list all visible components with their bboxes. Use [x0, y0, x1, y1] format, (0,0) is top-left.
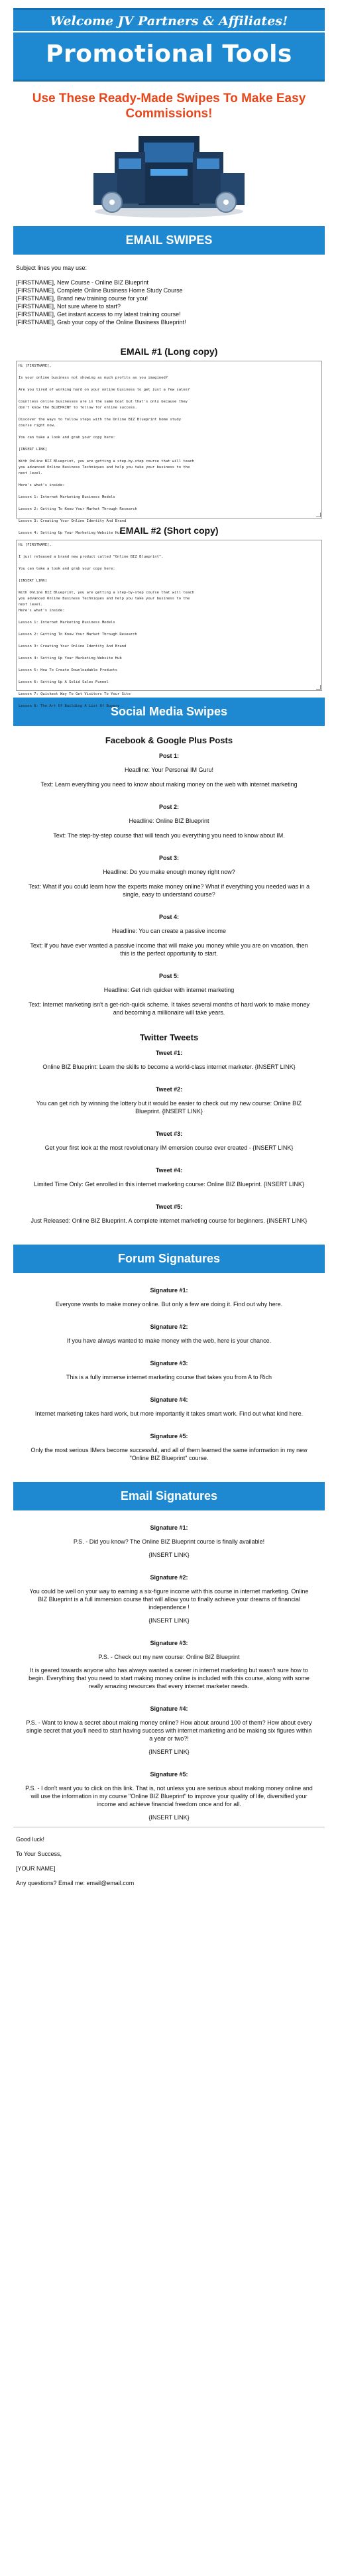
post-text: Text: The step-by-step course that will teach you everything you need to know about IM. — [53, 832, 285, 839]
facebook-post — [25, 752, 313, 788]
email-copy-line: [INSERT LINK] — [19, 448, 48, 452]
sign-off: To Your Success, — [16, 1851, 62, 1857]
email-copy-line: With Online BIZ Blueprint, you are getting a step-by-step course that will teach — [19, 591, 194, 595]
email-copy-line — [19, 411, 319, 417]
email-copy-line — [19, 686, 319, 692]
email-signature — [25, 1524, 313, 1559]
email-copy-line: Lesson 2: Getting To Know Your Market Through Research — [19, 633, 137, 637]
email-copy-line — [19, 441, 319, 447]
forum-signature — [25, 1396, 313, 1418]
email-copy-line: Hi [FIRSTNAME], — [19, 364, 52, 368]
email-1-heading: EMAIL #1 (Long copy) — [120, 346, 218, 357]
facebook-post — [25, 913, 313, 957]
email-copy-line: you advanced Online Business Techniques and help you take your business to the — [19, 465, 190, 469]
social-heading: Social Media Swipes — [13, 698, 325, 726]
facebook-post — [25, 972, 313, 1016]
signature-title: Signature #3: — [150, 1640, 188, 1646]
email-copy-line: course right now. — [19, 424, 56, 428]
email-copy-line: Are you tired of working hard on your online business to get just a few sales? — [19, 388, 190, 392]
email-copy-line — [19, 524, 319, 530]
tweet-title: Tweet #4: — [155, 1167, 183, 1174]
twitter-heading: Twitter Tweets — [139, 1032, 199, 1042]
post-text: Text: Internet marketing isn't a get-rich-quick scheme. It takes several months of hard work to make money and becoming a millionaire will take years. — [28, 1001, 310, 1016]
contact-email[interactable]: Any questions? Email me: email@email.com — [16, 1880, 135, 1886]
email-copy-line — [19, 614, 319, 620]
tweet-title: Tweet #3: — [155, 1131, 183, 1137]
email-copy-line — [19, 584, 319, 590]
post-headline: Headline: You can create a passive income — [111, 928, 227, 934]
email-copy-line: Lesson 7: Quickest Way To Get Visitors To Your Site — [19, 692, 131, 696]
signature-link[interactable]: {INSERT LINK} — [148, 1748, 190, 1755]
signature-text: If you have always wanted to make money with the web, here is your chance. — [66, 1337, 272, 1344]
tweet — [25, 1166, 313, 1188]
signature-text: P.S. - I don't want you to click on this link. That is, not unless you are serious about making money online and will use the information in my course "Online BIZ Blueprint" to improve your quality of life, diversified your income and achieve financial freedom once and for all. — [25, 1785, 313, 1808]
header-banner — [13, 8, 325, 82]
resize-grip-icon[interactable] — [316, 513, 321, 517]
email-signature — [25, 1639, 313, 1690]
post-headline: Headline: Online BIZ Blueprint — [129, 818, 209, 824]
email-copy-line — [19, 638, 319, 644]
email-copy-line: Discover the ways to follow steps with the Online BIZ Blueprint home study — [19, 418, 182, 422]
email-copy-line: [INSERT LINK] — [19, 579, 48, 583]
post-title: Post 5: — [158, 973, 179, 979]
email-copy-line: Lesson 6: Setting Up A Solid Sales Funnel — [19, 680, 109, 684]
email-copy-line — [19, 650, 319, 656]
signature-title: Signature #3: — [150, 1360, 188, 1367]
email-copy-line: Is your online business not showing as much profits as you imagined? — [19, 376, 168, 380]
email-copy-line: With Online BIZ Blueprint, you are getting a step-by-step course that will teach — [19, 460, 194, 463]
page — [13, 0, 325, 1887]
email-2-heading: EMAIL #2 (Short copy) — [119, 525, 219, 536]
signature-text: This is a fully immerse internet marketing course that takes you from A to Rich — [66, 1374, 272, 1380]
tweet — [25, 1203, 313, 1225]
email-copy-line: You can take a look and grab your copy here: — [19, 436, 115, 440]
post-title: Post 2: — [158, 804, 179, 810]
forum-signature — [25, 1359, 313, 1381]
post-text: Text: If you have ever wanted a passive income that will make you money while you are on vacation, then this is the perfect opportunity to start. — [30, 942, 308, 957]
signature-text: Only the most serious IMers become successful, and all of them learned the same information in my new "Online BIZ Blueprint" course. — [30, 1447, 308, 1461]
email-copy-line: Lesson 2: Getting To Know Your Market Through Research — [19, 507, 137, 511]
forum-signature — [25, 1323, 313, 1345]
signature-title: Signature #4: — [150, 1705, 188, 1712]
signature-title: Signature #5: — [150, 1771, 188, 1778]
email-copy-line — [19, 429, 319, 435]
tweet-title: Tweet #2: — [155, 1086, 183, 1093]
subject-intro: Subject lines you may use: — [16, 265, 87, 271]
intro-heading: Use These Ready-Made Swipes To Make Easy Commissions! — [32, 92, 306, 121]
email-copy-line: Lesson 5: How To Create Downloadable Products — [19, 668, 118, 672]
post-headline: Headline: Do you make enough money right now? — [103, 869, 235, 875]
good-luck: Good luck! — [16, 1836, 45, 1843]
facebook-post — [25, 854, 313, 898]
email-copy-line: Lesson 3: Creating Your Online Identity And Brand — [19, 519, 127, 523]
signature-link[interactable]: {INSERT LINK} — [148, 1552, 190, 1558]
signature-title: Signature #1: — [150, 1524, 188, 1531]
post-title: Post 3: — [158, 855, 179, 861]
facebook-heading: Facebook & Google Plus Posts — [105, 735, 233, 745]
email-copy-line: don't know the BLUEPRINT to follow for online success. — [19, 406, 137, 410]
resize-grip-icon[interactable] — [316, 685, 321, 690]
tweet-text: Get your first look at the most revolutionary IM emersion course ever created - {INSERT LINK} — [44, 1144, 294, 1151]
email-copy-line: Here's what's inside: — [19, 609, 65, 613]
signature-text: Everyone wants to make money online. But only a few are doing it. Find out why here. — [55, 1301, 283, 1308]
tweet-text: You can get rich by winning the lottery but it would be easier to check out my new course: Online BIZ Blueprint. {INSERT LINK} — [36, 1100, 302, 1115]
welcome-text: Welcome JV Partners & Affiliates! — [13, 10, 325, 32]
email-copy-line: Lesson 3: Creating Your Online Identity And Brand — [19, 644, 127, 648]
forum-signature — [25, 1432, 313, 1462]
tweet — [25, 1085, 313, 1115]
signature-title: Signature #4: — [150, 1396, 188, 1403]
email-copy-line — [19, 489, 319, 495]
email-copy-line: Hi [FIRSTNAME], — [19, 543, 52, 547]
email-copy-line: Lesson 8: The Art Of Building A List Of Buyers — [19, 704, 120, 708]
signature-text: Internet marketing takes hard work, but more importantly it takes smart work. Find out what kind here. — [34, 1410, 304, 1417]
facebook-post — [25, 803, 313, 839]
subject-line: [FIRSTNAME], Get instant access to my latest training course! — [16, 311, 181, 318]
email-copy-line — [19, 369, 319, 375]
email-signature — [25, 1573, 313, 1625]
email-copy-line: Lesson 4: Setting Up Your Marketing Website Hub — [19, 531, 122, 535]
email-copy-line — [19, 477, 319, 483]
signature-title: Signature #2: — [150, 1323, 188, 1330]
email-copy-line: Countless online businesses are in the same boat but that's only because they — [19, 400, 188, 404]
tweet-text: Online BIZ Blueprint: Learn the skills to become a world-class internet marketer. {INSERT LINK} — [42, 1064, 296, 1070]
signature-title: Signature #5: — [150, 1433, 188, 1440]
email-2-textarea[interactable] — [16, 540, 322, 708]
email-copy-line: next level. — [19, 603, 43, 607]
post-text: Text: Learn everything you need to know about making money on the web with internet marketing — [40, 781, 298, 788]
email-copy-line — [19, 674, 319, 680]
email-copy-line — [19, 548, 319, 554]
email-copy-line — [19, 453, 319, 459]
email-copy-line: you advanced Online Business Techniques and help you take your business to the — [19, 597, 190, 601]
email-copy-line: Here's what's inside: — [19, 483, 65, 487]
email-copy-line — [19, 393, 319, 399]
subject-line: [FIRSTNAME], Grab your copy of the Online Business Blueprint! — [16, 319, 186, 326]
subject-line: [FIRSTNAME], New Course - Online BIZ Blueprint — [16, 279, 149, 286]
signature-text: You could be well on your way to earning a six-figure income with this course in internet marketing. Online BIZ Blueprint is a full immersion course that will allow you to finally achieve your dreams of financial independence ! — [29, 1588, 309, 1611]
signature-text-extra: It is geared towards anyone who has always wanted a career in internet marketing but wasn't sure how to begin. Everything that you need to start making money online is included with this course, along with some really amazing resources that every internet marketer needs. — [28, 1667, 310, 1689]
tweet-text: Just Released: Online BIZ Blueprint. A complete internet marketing course for beginners. {INSERT LINK} — [30, 1217, 308, 1224]
email-copy-line — [19, 572, 319, 578]
post-text: Text: What if you could learn how the experts make money online? What if everything you needed was in a single, easy to understand course? — [28, 883, 310, 898]
product-bundle-image — [89, 127, 249, 219]
email-signature — [25, 1705, 313, 1756]
email-copy-line — [19, 662, 319, 668]
signature-text: P.S. - Want to know a secret about making money online? How about around 100 of them? How about every single secret that you'll need to start having success with internet marketing and be making six figures within a year or two?! — [26, 1719, 312, 1742]
signature-text: P.S. - Did you know? The Online BIZ Blueprint course is finally available! — [73, 1538, 265, 1545]
email-copy-line — [19, 381, 319, 387]
email-copy-line: I just released a brand new product called "Online BIZ Blueprint". — [19, 555, 164, 559]
email-copy-line: Lesson 4: Setting Up Your Marketing Website Hub — [19, 656, 122, 660]
email-copy-line: next level. — [19, 471, 43, 475]
signature-text: P.S. - Check out my new course: Online BIZ Blueprint — [98, 1654, 240, 1660]
signature-title: Signature #1: — [150, 1287, 188, 1294]
subject-line: [FIRSTNAME], Brand new training course for you! — [16, 295, 148, 302]
post-headline: Headline: Your Personal IM Guru! — [124, 767, 214, 773]
email-signatures-heading: Email Signatures — [13, 1482, 325, 1510]
post-title: Post 4: — [158, 914, 179, 920]
signature-title: Signature #2: — [150, 1574, 188, 1581]
email-copy-line — [19, 513, 319, 519]
tweet-text: Limited Time Only: Get enrolled in this internet marketing course: Online BIZ Blueprint. {INSERT LINK} — [34, 1181, 304, 1188]
signature-link[interactable]: {INSERT LINK} — [148, 1814, 190, 1821]
signature-link[interactable]: {INSERT LINK} — [148, 1617, 190, 1624]
tweet-title: Tweet #5: — [155, 1203, 183, 1210]
email-copy-line: Lesson 1: Internet Marketing Business Models — [19, 495, 115, 499]
subject-line: [FIRSTNAME], Complete Online Business Home Study Course — [16, 287, 183, 294]
subject-line: [FIRSTNAME], Not sure where to start? — [16, 303, 121, 310]
email-copy-line — [19, 560, 319, 566]
email-copy-line: You can take a look and grab your copy here: — [19, 567, 115, 571]
subject-lines — [16, 264, 322, 326]
forum-heading: Forum Signatures — [13, 1245, 325, 1273]
email-signature — [25, 1770, 313, 1821]
post-title: Post 1: — [158, 753, 179, 759]
tweet-title: Tweet #1: — [155, 1050, 183, 1056]
email-copy-line — [19, 501, 319, 507]
footer — [16, 1835, 322, 1887]
forum-signature — [25, 1286, 313, 1308]
email-copy-line: Lesson 1: Internet Marketing Business Models — [19, 621, 115, 625]
email-copy-line — [19, 698, 319, 704]
page-title: Promotional Tools — [46, 40, 292, 68]
author-name: [YOUR NAME] — [16, 1865, 56, 1872]
email-copy-line — [19, 626, 319, 632]
email-swipes-heading: EMAIL SWIPES — [13, 226, 325, 255]
tweet — [25, 1049, 313, 1071]
tweet — [25, 1130, 313, 1152]
post-headline: Headline: Get rich quicker with internet marketing — [103, 987, 235, 993]
